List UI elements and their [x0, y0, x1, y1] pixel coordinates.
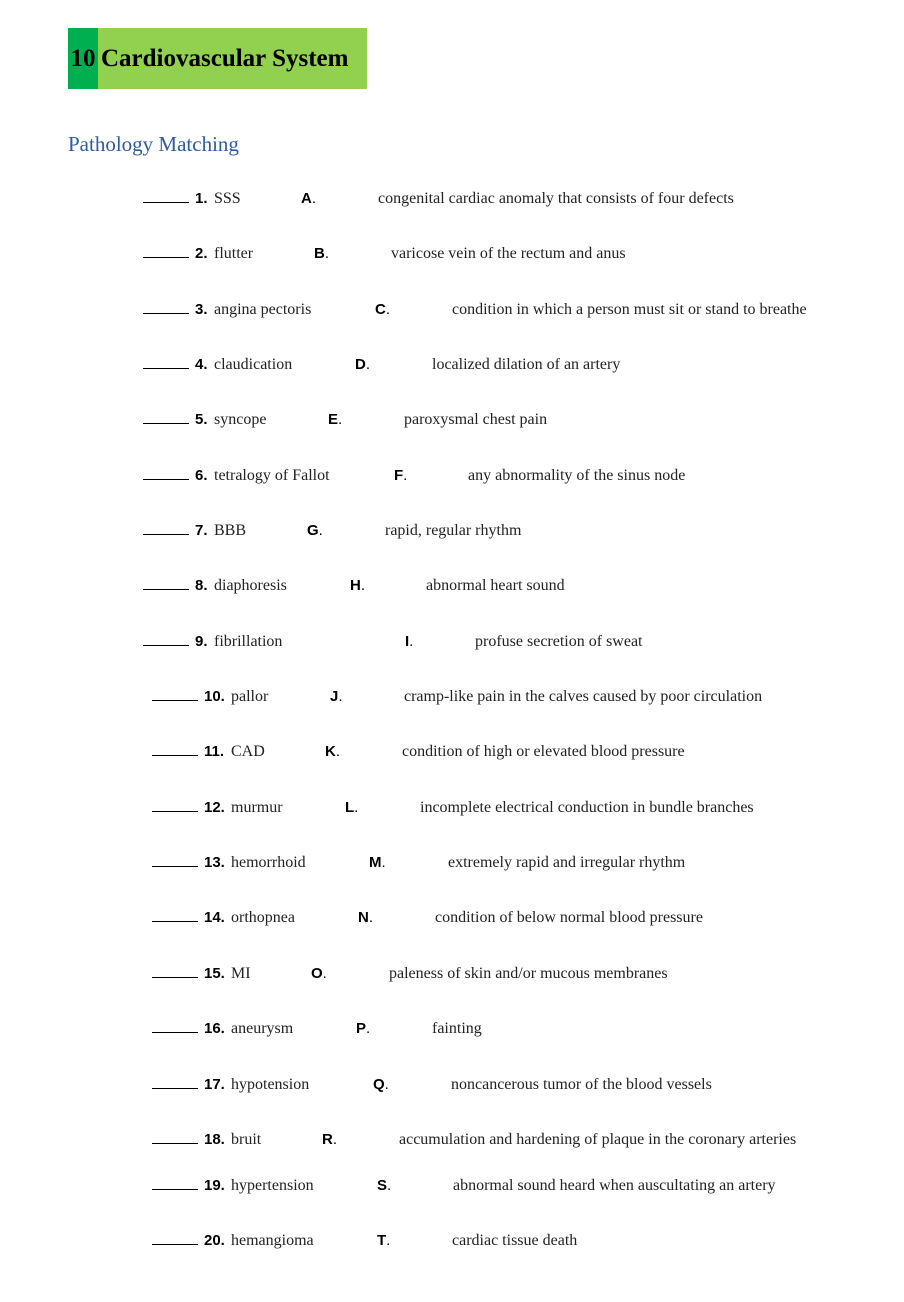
item-term: claudication — [214, 356, 293, 373]
definition-letter-text: J — [330, 688, 339, 705]
definition-letter-text: D — [355, 356, 366, 373]
definition-letter: H. — [350, 577, 366, 594]
definition-letter: B. — [314, 245, 330, 262]
item-term: BBB — [214, 522, 247, 539]
definition-letter: F. — [394, 467, 408, 484]
item-number: 6. — [195, 467, 208, 484]
definition-text: abnormal heart sound — [426, 577, 565, 594]
chapter-number: 10 — [68, 28, 98, 89]
definition-text: condition in which a person must sit or stand to breathe — [452, 301, 807, 318]
definition-text: condition of below normal blood pressure — [435, 909, 703, 926]
answer-blank[interactable] — [143, 645, 189, 646]
answer-blank[interactable] — [143, 479, 189, 480]
item-term: hypotension — [231, 1076, 310, 1093]
definition-letter: N. — [358, 909, 374, 926]
answer-blank[interactable] — [152, 1032, 198, 1033]
answer-blank[interactable] — [152, 1143, 198, 1144]
definition-text: extremely rapid and irregular rhythm — [448, 854, 686, 871]
definition-text: fainting — [432, 1020, 482, 1037]
item-number: 5. — [195, 411, 208, 428]
definition-letter: I. — [405, 633, 414, 650]
answer-blank[interactable] — [143, 423, 189, 424]
item-term: hypertension — [231, 1177, 314, 1194]
item-term: angina pectoris — [214, 301, 312, 318]
item-number: 11. — [204, 743, 225, 760]
definition-text: rapid, regular rhythm — [385, 522, 522, 539]
definition-text: paroxysmal chest pain — [404, 411, 548, 428]
definition-text: cramp-like pain in the calves caused by poor circulation — [404, 688, 763, 705]
item-number: 16. — [204, 1020, 225, 1037]
answer-blank[interactable] — [143, 589, 189, 590]
item-term: hemangioma — [231, 1232, 314, 1249]
item-term: fibrillation — [214, 633, 283, 650]
item-number: 17. — [204, 1076, 225, 1093]
item-term: syncope — [214, 411, 267, 428]
definition-letter-text: M — [369, 854, 382, 871]
definition-letter: A. — [301, 190, 317, 207]
definition-letter: S. — [377, 1177, 392, 1194]
definition-text: incomplete electrical conduction in bundle branches — [420, 799, 754, 816]
definition-letter-text: L — [345, 799, 355, 816]
item-number: 7. — [195, 522, 208, 539]
definition-letter: J. — [330, 688, 343, 705]
item-number: 13. — [204, 854, 225, 871]
answer-blank[interactable] — [143, 368, 189, 369]
item-term: diaphoresis — [214, 577, 287, 594]
section-title: Pathology Matching — [68, 132, 239, 156]
definition-letter-text: B — [314, 245, 325, 262]
item-number: 20. — [204, 1232, 225, 1249]
item-term: MI — [231, 965, 251, 982]
definition-letter-text: F — [394, 467, 404, 484]
definition-letter: Q. — [373, 1076, 389, 1093]
item-number: 12. — [204, 799, 225, 816]
definition-text: any abnormality of the sinus node — [468, 467, 686, 484]
definition-text: abnormal sound heard when auscultating an artery — [453, 1177, 776, 1194]
definition-letter-text: E — [328, 411, 339, 428]
item-number: 2. — [195, 245, 208, 262]
answer-blank[interactable] — [152, 921, 198, 922]
answer-blank[interactable] — [143, 313, 189, 314]
definition-letter: E. — [328, 411, 343, 428]
definition-letter: L. — [345, 799, 359, 816]
item-number: 4. — [195, 356, 208, 373]
definition-text: cardiac tissue death — [452, 1232, 578, 1249]
item-term: aneurysm — [231, 1020, 294, 1037]
item-term: pallor — [231, 688, 269, 705]
definition-text: noncancerous tumor of the blood vessels — [451, 1076, 712, 1093]
definition-letter-text: N — [358, 909, 369, 926]
definition-letter-text: I — [405, 633, 410, 650]
answer-blank[interactable] — [143, 202, 189, 203]
definition-text: varicose vein of the rectum and anus — [391, 245, 626, 262]
definition-letter: O. — [311, 965, 327, 982]
definition-letter: K. — [325, 743, 341, 760]
definition-letter-text: R — [322, 1131, 333, 1148]
answer-blank[interactable] — [152, 755, 198, 756]
item-number: 15. — [204, 965, 225, 982]
definition-letter: R. — [322, 1131, 338, 1148]
item-number: 9. — [195, 633, 208, 650]
item-term: flutter — [214, 245, 254, 262]
definition-letter-text: G — [307, 522, 319, 539]
item-term: tetralogy of Fallot — [214, 467, 330, 484]
definition-letter-text: O — [311, 965, 323, 982]
definition-letter-text: K — [325, 743, 336, 760]
definition-letter: C. — [375, 301, 391, 318]
definition-letter: G. — [307, 522, 323, 539]
definition-text: localized dilation of an artery — [432, 356, 621, 373]
item-term: murmur — [231, 799, 283, 816]
chapter-title: Cardiovascular System — [101, 44, 349, 72]
definition-letter: P. — [356, 1020, 371, 1037]
definition-text: accumulation and hardening of plaque in the coronary arteries — [399, 1131, 797, 1148]
definition-text: paleness of skin and/or mucous membranes — [389, 965, 668, 982]
item-term: bruit — [231, 1131, 262, 1148]
item-number: 3. — [195, 301, 208, 318]
definition-letter-text: Q — [373, 1076, 385, 1093]
definition-text: congenital cardiac anomaly that consists of four defects — [378, 190, 734, 207]
definition-letter: M. — [369, 854, 386, 871]
item-number: 19. — [204, 1177, 225, 1194]
item-number: 10. — [204, 688, 225, 705]
item-number: 14. — [204, 909, 225, 926]
item-term: hemorrhoid — [231, 854, 306, 871]
definition-text: condition of high or elevated blood pressure — [402, 743, 685, 760]
definition-text: profuse secretion of sweat — [475, 633, 643, 650]
definition-letter-text: T — [377, 1232, 387, 1249]
item-term: CAD — [231, 743, 265, 760]
item-term: SSS — [214, 190, 241, 207]
item-number: 18. — [204, 1131, 225, 1148]
answer-blank[interactable] — [152, 866, 198, 867]
definition-letter-text: P — [356, 1020, 367, 1037]
answer-blank[interactable] — [143, 534, 189, 535]
answer-blank[interactable] — [152, 1189, 198, 1190]
item-term: orthopnea — [231, 909, 295, 926]
definition-letter: T. — [377, 1232, 391, 1249]
definition-letter-text: C — [375, 301, 386, 318]
answer-blank[interactable] — [143, 257, 189, 258]
item-number: 8. — [195, 577, 208, 594]
answer-blank[interactable] — [152, 700, 198, 701]
answer-blank[interactable] — [152, 811, 198, 812]
definition-letter: D. — [355, 356, 371, 373]
definition-letter-text: S — [377, 1177, 388, 1194]
answer-blank[interactable] — [152, 1244, 198, 1245]
chapter-banner — [68, 28, 367, 89]
answer-blank[interactable] — [152, 977, 198, 978]
answer-blank[interactable] — [152, 1088, 198, 1089]
definition-letter-text: A — [301, 190, 312, 207]
item-number: 1. — [195, 190, 208, 207]
definition-letter-text: H — [350, 577, 361, 594]
